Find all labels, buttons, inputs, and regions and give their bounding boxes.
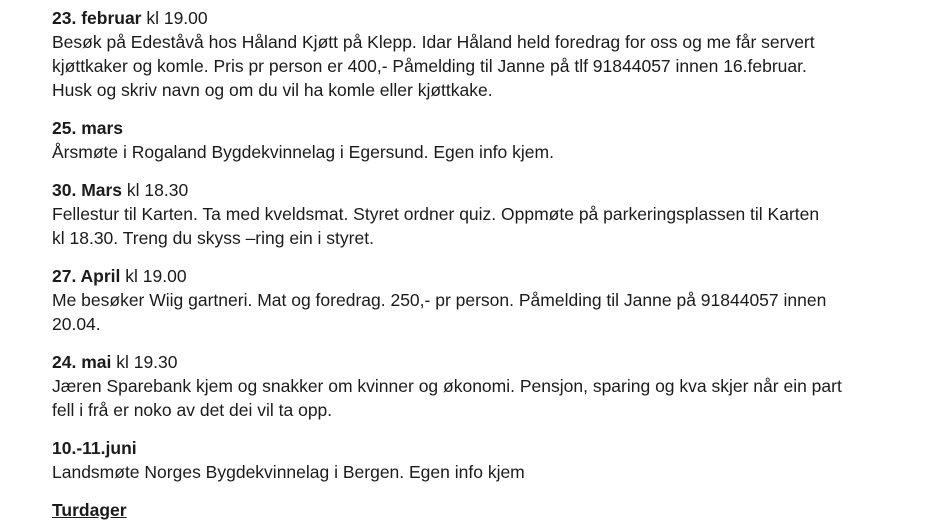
event-date: 10.-11.juni — [52, 438, 137, 458]
event-body-line: fell i frå er noko av det dei vil ta opp. — [52, 400, 333, 420]
event-date: 30. Mars — [52, 180, 123, 200]
event-body-line: Årsmøte i Rogaland Bygdekvinnelag i Egersund. Egen info kjem. — [52, 142, 554, 162]
event-time: kl 19.00 — [120, 266, 187, 286]
event-body-line: Husk og skriv navn og om du vil ha komle eller kjøttkake. — [52, 80, 493, 100]
event-body — [52, 460, 900, 484]
event-body-line: 20.04. — [52, 314, 101, 334]
event-body — [52, 30, 900, 102]
event-body-line: Fellestur til Karten. Ta med kveldsmat. Styret ordner quiz. Oppmøte på parkeringsplassen til Karten — [52, 204, 820, 224]
event-time: kl 19.00 — [141, 8, 208, 28]
event-body — [52, 288, 900, 336]
event-heading — [52, 350, 900, 374]
event-block — [52, 436, 900, 484]
event-body-line: kl 18.30. Treng du skyss –ring ein i styret. — [52, 228, 374, 248]
event-heading — [52, 116, 900, 140]
event-heading — [52, 178, 900, 202]
event-date: 23. februar — [52, 8, 142, 28]
event-block — [52, 116, 900, 164]
event-block — [52, 350, 900, 422]
event-date: 24. mai — [52, 352, 112, 372]
event-block — [52, 178, 900, 250]
event-body-line: Me besøker Wiig gartneri. Mat og foredrag. 250,- pr person. Påmelding til Janne på 91844057 innen — [52, 290, 827, 310]
section-heading-turdager: Turdager — [52, 500, 127, 520]
event-time: kl 18.30 — [122, 180, 189, 200]
event-body-line: Jæren Sparebank kjem og snakker om kvinner og økonomi. Pensjon, sparing og kva skjer når ein part — [52, 376, 842, 396]
event-date: 27. April — [52, 266, 121, 286]
event-date: 25. mars — [52, 118, 124, 138]
event-body-line: kjøttkaker og komle. Pris pr person er 400,- Påmelding til Janne på tlf 91844057 innen 16.februar. — [52, 56, 807, 76]
event-body-line: Besøk på Edeståvå hos Håland Kjøtt på Klepp. Idar Håland held foredrag for oss og me får servert — [52, 32, 815, 52]
event-body — [52, 140, 900, 164]
event-heading — [52, 6, 900, 30]
event-body — [52, 374, 900, 422]
event-list — [52, 6, 900, 484]
event-heading — [52, 436, 900, 460]
event-body — [52, 202, 900, 250]
event-time: kl 19.30 — [111, 352, 178, 372]
event-block — [52, 6, 900, 102]
event-block — [52, 264, 900, 336]
event-body-line: Landsmøte Norges Bygdekvinnelag i Bergen. Egen info kjem — [52, 462, 525, 482]
event-heading — [52, 264, 900, 288]
